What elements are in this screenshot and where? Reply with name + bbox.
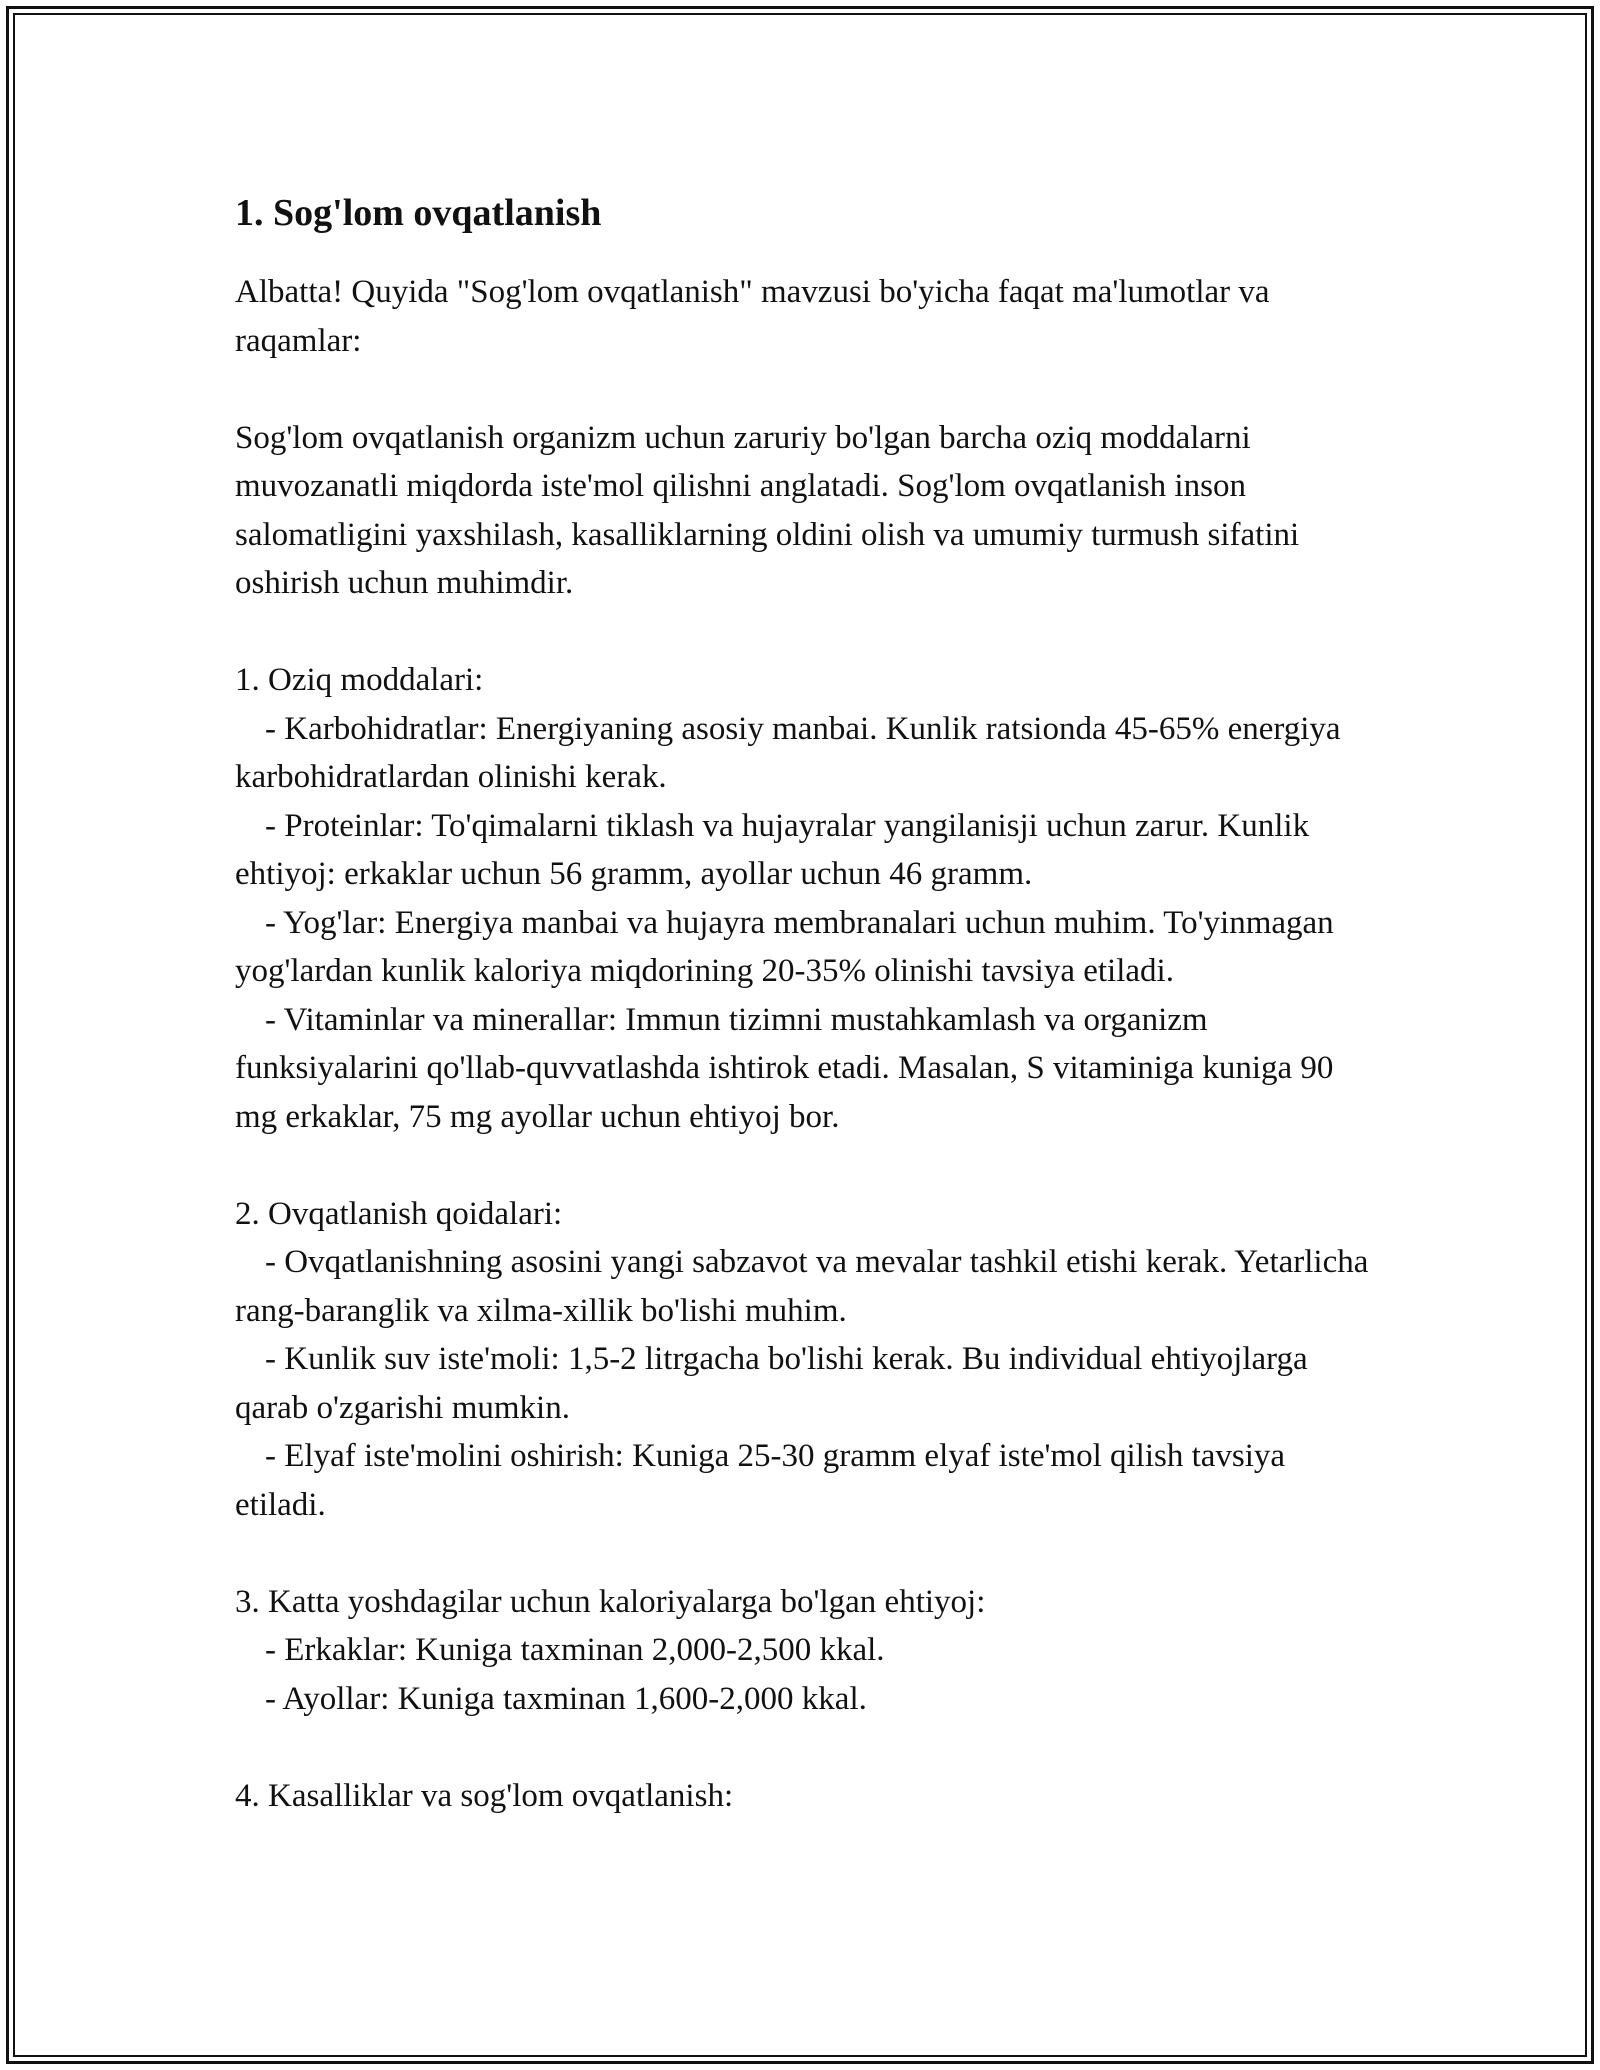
section-eating-rules: [235, 1190, 1375, 1530]
spacer: [235, 1141, 1375, 1190]
list-item: - Ayollar: Kuniga taxminan 1,600-2,000 kkal.: [265, 1680, 867, 1717]
list-item: - Vitaminlar va minerallar: Immun tizimni mustahkamlash va organizm funksiyalarini qo'llab-quvvatlashda ishtirok etadi. Masalan, S vitaminiga kuniga 90 mg erkaklar, 75 mg ayollar uchun ehtiyoj bor.: [235, 1001, 1334, 1135]
spacer: [235, 608, 1375, 657]
section-calorie-needs: [235, 1578, 1375, 1724]
list-item: - Elyaf iste'molini oshirish: Kuniga 25-30 gramm elyaf iste'mol qilish tavsiya etiladi.: [235, 1438, 1286, 1523]
list-item: - Erkaklar: Kuniga taxminan 2,000-2,500 kkal.: [265, 1632, 885, 1668]
list-item: - Ovqatlanishning asosini yangi sabzavot va mevalar tashkil etishi kerak. Yetarlicha rang-baranglik va xilma-xillik bo'lishi muhim.: [235, 1244, 1369, 1329]
list-item: - Yog'lar: Energiya manbai va hujayra membranalari uchun muhim. To'yinmagan yog'lardan kunlik kaloriya miqdorining 20-35% olinishi tavsiya etiladi.: [235, 904, 1334, 989]
section-title: 1. Oziq moddalari:: [235, 662, 484, 698]
section-title: 2. Ovqatlanish qoidalari:: [235, 1195, 563, 1232]
list-item: - Proteinlar: To'qimalarni tiklash va hujayralar yangilanisji uchun zarur. Kunlik ehtiyoj: erkaklar uchun 56 gramm, ayollar uchun 46 gramm.: [235, 807, 1310, 892]
definition-paragraph: Sog'lom ovqatlanish organizm uchun zaruriy bo'lgan barcha oziq moddalarni muvozanatli miqdorda iste'mol qilishni anglatadi. Sog'lom ovqatlanish inson salomatligini yaxshilash, kasalliklarning oldini olish va umumiy turmush sifatini oshirish uchun muhimdir.: [235, 419, 1300, 601]
section-nutrients: [235, 656, 1375, 1141]
intro-paragraph: Albatta! Quyida "Sog'lom ovqatlanish" mavzusi bo'yicha faqat ma'lumotlar va raqamlar:: [235, 274, 1270, 359]
list-item: - Karbohidratlar: Energiyaning asosiy manbai. Kunlik ratsionda 45-65% energiya karbohidratlardan olinishi kerak.: [235, 710, 1341, 795]
section-title: 4. Kasalliklar va sog'lom ovqatlanish:: [235, 1777, 734, 1814]
section-title: 3. Katta yoshdagilar uchun kaloriyalarga bo'lgan ehtiyoj:: [235, 1583, 986, 1620]
section-diseases: [235, 1772, 1375, 1821]
document-title: 1. Sog'lom ovqatlanish: [235, 192, 602, 234]
document-body: [235, 186, 1375, 1820]
spacer: [235, 365, 1375, 414]
spacer: [235, 1529, 1375, 1578]
list-item: - Kunlik suv iste'moli: 1,5-2 litrgacha bo'lishi kerak. Bu individual ehtiyojlarga qarab o'zgarishi mumkin.: [235, 1341, 1308, 1426]
spacer: [235, 1723, 1375, 1772]
